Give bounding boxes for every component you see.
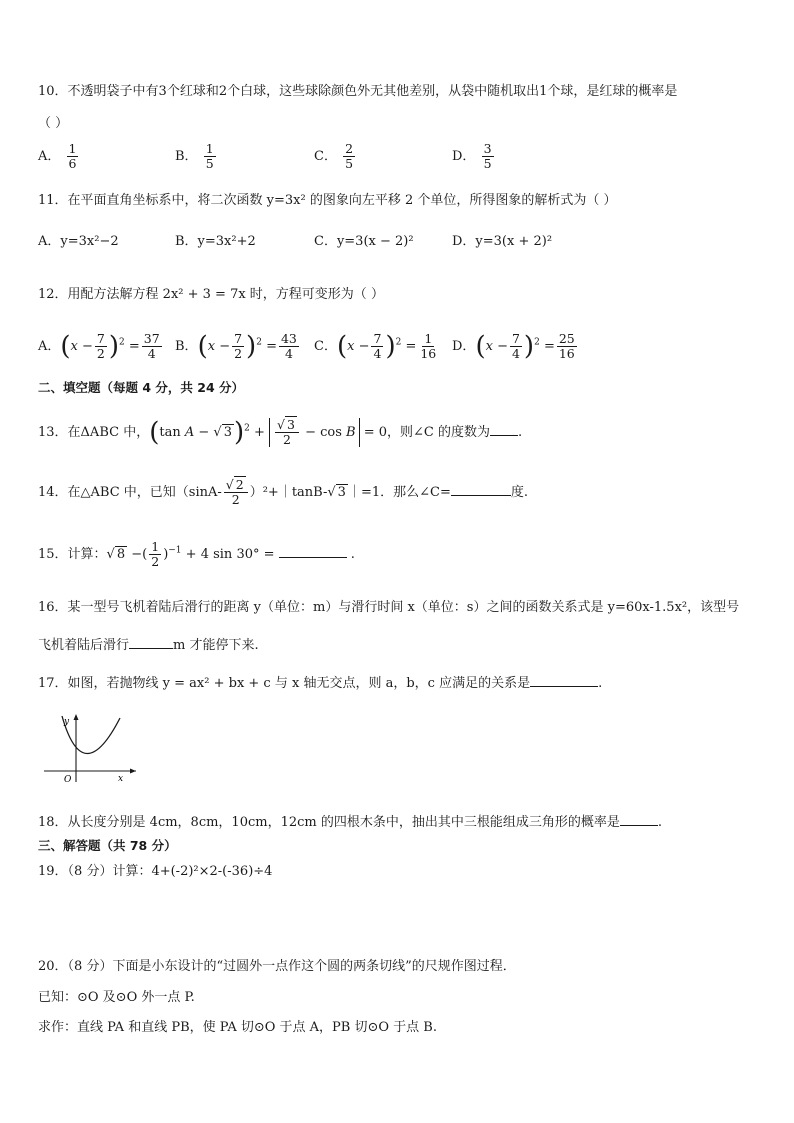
- q11-stem: 11．在平面直角坐标系中，将二次函数 y=3x² 的图象向左平移 2 个单位，所得图象的解析式为（ ）: [38, 193, 617, 208]
- q18-text: 18．从长度分别是 4cm，8cm，10cm，12cm 的四根木条中，抽出其中三根能组成三角形的概率是: [38, 815, 620, 830]
- y-axis-label: y: [64, 717, 70, 727]
- q14-num: √ 2: [224, 478, 248, 493]
- parabola-graph: [38, 710, 148, 785]
- paren-close: ): [385, 331, 396, 362]
- parabola-curve: [62, 716, 120, 754]
- q12-d-rhs-fraction: $\frac{25}{16}$: [558, 331, 575, 361]
- exponent: −1: [168, 545, 182, 556]
- q14-mid: ）²+｜tanB-: [249, 485, 328, 500]
- q12-option-d: D．(x − $\frac{7}{4}$ )$^2$ = $\frac{25}{16}$: [452, 331, 575, 362]
- sqrt-8: 8: [116, 547, 126, 562]
- q16-line2-prefix: 飞机着陆后滑行: [38, 638, 130, 653]
- q11-option-d: D．y=3(x + 2)²: [452, 234, 553, 249]
- q10-option-b-fraction: $\frac{1}{5}$: [205, 141, 214, 171]
- q10-option-c-label: C．: [314, 149, 337, 164]
- q14-prefix: 14．在△ABC 中，已知（sinA-: [38, 485, 222, 500]
- q19: 19．（8 分）计算：4+(-2)²×2-(-36)÷4: [38, 864, 273, 879]
- exponent: 2: [119, 337, 125, 348]
- q15: 15．计算：√ 8 −( $\frac{1}{2}$ )$^{-1}$ + 4 sin 30° = .: [38, 539, 355, 569]
- paren-close: ): [523, 331, 535, 362]
- q15-end: .: [350, 547, 355, 562]
- x-axis-arrow-icon: [130, 769, 136, 774]
- q15-answer-blank[interactable]: [279, 545, 347, 558]
- q10-option-c: [314, 142, 357, 171]
- q20-line1: 20．（8 分）下面是小东设计的“过圆外一点作这个圆的两条切线”的尺规作图过程．: [38, 959, 516, 974]
- q10-option-c-fraction: $\frac{2}{5}$: [345, 141, 354, 171]
- section-3-heading: 三、解答题（共 78 分）: [38, 838, 177, 853]
- q15-fraction: $\frac{1}{2}$: [151, 539, 160, 569]
- q12-b-rhs-fraction: $\frac{43}{4}$: [280, 331, 297, 361]
- q13-num: √ 3: [275, 418, 299, 433]
- q18: [38, 813, 662, 831]
- q16-answer-blank[interactable]: [129, 636, 173, 649]
- exponent: 2: [244, 423, 250, 434]
- paren-close: ): [233, 417, 245, 448]
- q12-c-inner-fraction: $\frac{7}{4}$: [373, 331, 382, 361]
- q14-end: 度.: [510, 485, 528, 500]
- var-x: x: [70, 339, 78, 354]
- q17-end: .: [598, 676, 603, 691]
- paren-open: (: [336, 331, 348, 362]
- q10-option-d-fraction: $\frac{3}{5}$: [483, 141, 492, 171]
- q17: [38, 674, 602, 692]
- exponent: 2: [256, 337, 262, 348]
- q18-answer-blank[interactable]: [620, 813, 658, 826]
- paren-open: (: [60, 331, 71, 362]
- q12-option-c-label: C．: [314, 339, 337, 354]
- var-a: A: [184, 425, 195, 440]
- q13-end: .: [518, 425, 523, 440]
- q16-line2: [38, 636, 259, 654]
- q12-option-b-label: B．: [175, 339, 198, 354]
- sqrt-3: 3: [223, 425, 232, 440]
- q14: 14．在△ABC 中，已知（sinA- $\frac{√ 2}{2}$ ）²+｜tanB-√ 3 ｜=1．那么∠C= 度.: [38, 477, 528, 507]
- q14-answer-blank[interactable]: [451, 483, 511, 496]
- q13-den: 2: [283, 432, 291, 447]
- q13-abs-value: $\frac{√ 3}{2}$ − cos B: [269, 418, 360, 447]
- q12-option-a-label: A．: [38, 339, 61, 354]
- q20-line2: 已知：⊙O 及⊙O 外一点 P.: [38, 990, 195, 1005]
- q13: 13．在ΔABC 中，(tan A − √ 3)$^2$ + $\frac{√ 3}{2}$ − cos B = 0，则∠C 的度数为 .: [38, 417, 523, 448]
- paren-open: (: [475, 331, 486, 362]
- q16-line2-suffix: m 才能停下来.: [173, 638, 259, 653]
- q13-answer-blank[interactable]: [490, 423, 518, 436]
- q14-fraction: [224, 478, 248, 507]
- paren-close: ): [108, 331, 120, 362]
- q20-line3: 求作：直线 PA 和直线 PB，使 PA 切⊙O 于点 A，PB 切⊙O 于点 B.: [38, 1020, 437, 1035]
- q13-prefix: 13．在ΔABC 中，: [38, 425, 150, 440]
- q14-den: 2: [231, 492, 240, 507]
- paren-open: (: [197, 331, 208, 362]
- sqrt-3: 3: [337, 485, 346, 500]
- q15-prefix: 15．计算：: [38, 547, 107, 562]
- q10-option-b: [175, 142, 218, 171]
- q11-option-c: C．y=3(x − 2)²: [314, 234, 414, 249]
- x-axis-label: x: [118, 774, 124, 784]
- q13-fraction: [275, 418, 299, 447]
- q17-answer-blank[interactable]: [530, 674, 598, 687]
- section-2-heading: 二、填空题（每题 4 分，共 24 分）: [38, 380, 245, 395]
- exponent: 2: [534, 337, 540, 348]
- q12-b-inner-fraction: $\frac{7}{2}$: [234, 331, 243, 361]
- q10-option-b-label: B．: [175, 149, 198, 164]
- exponent: 2: [395, 337, 402, 348]
- q11-option-a: A．y=3x²−2: [38, 234, 119, 249]
- q10-option-a-label: A．: [38, 149, 61, 164]
- q12-option-b: B．(x − $\frac{7}{2}$ )$^2$ = $\frac{43}{4}$: [175, 331, 297, 362]
- q12-a-rhs-fraction: $\frac{37}{4}$: [143, 331, 160, 361]
- q12-c-rhs-fraction: $\frac{1}{16}$: [420, 331, 437, 361]
- q10-answer-paren: （ ）: [38, 116, 69, 131]
- q10-option-a-fraction: $\frac{1}{6}$: [68, 141, 77, 171]
- y-axis-arrow-icon: [74, 714, 79, 720]
- q12-option-c: C．(x − $\frac{7}{4}$ )$^2$ = $\frac{1}{16}$: [314, 331, 437, 362]
- var-x: x: [207, 339, 216, 354]
- q10-stem: 10．不透明袋子中有3个红球和2个白球，这些球除颜色外无其他差别，从袋中随机取出1个球，是红球的概率是: [38, 84, 678, 99]
- var-x: x: [347, 339, 355, 354]
- q12-d-inner-fraction: $\frac{7}{4}$: [511, 331, 520, 361]
- paren-close: ): [246, 331, 257, 362]
- q14-suffix: ｜=1．那么∠C=: [347, 485, 451, 500]
- origin-label: O: [64, 775, 72, 785]
- q10-option-d: [452, 142, 496, 171]
- q17-text: 17．如图，若抛物线 y = ax² + bx + c 与 x 轴无交点，则 a，b，c 应满足的关系是: [38, 676, 531, 691]
- var-x: x: [485, 339, 493, 354]
- q10-option-d-label: D．: [452, 149, 476, 164]
- q16-line1: 16．某一型号飞机着陆后滑行的距离 y（单位：m）与滑行时间 x（单位：s）之间的函数关系式是 y=60x-1.5x²，该型号: [38, 600, 740, 615]
- paren-open: (: [149, 417, 160, 448]
- q11-option-b: B．y=3x²+2: [175, 234, 256, 249]
- q12-a-inner-fraction: $\frac{7}{2}$: [96, 331, 105, 361]
- q12-stem: 12．用配方法解方程 2x² + 3 = 7x 时，方程可变形为（ ）: [38, 287, 384, 302]
- q10-option-a: [38, 142, 80, 171]
- q12-option-a: A．(x − $\frac{7}{2}$ )$^2$ = $\frac{37}{4}$: [38, 331, 160, 362]
- q12-option-d-label: D．: [452, 339, 476, 354]
- q13-suffix: = 0，则∠C 的度数为: [363, 425, 491, 440]
- q18-end: .: [657, 815, 663, 830]
